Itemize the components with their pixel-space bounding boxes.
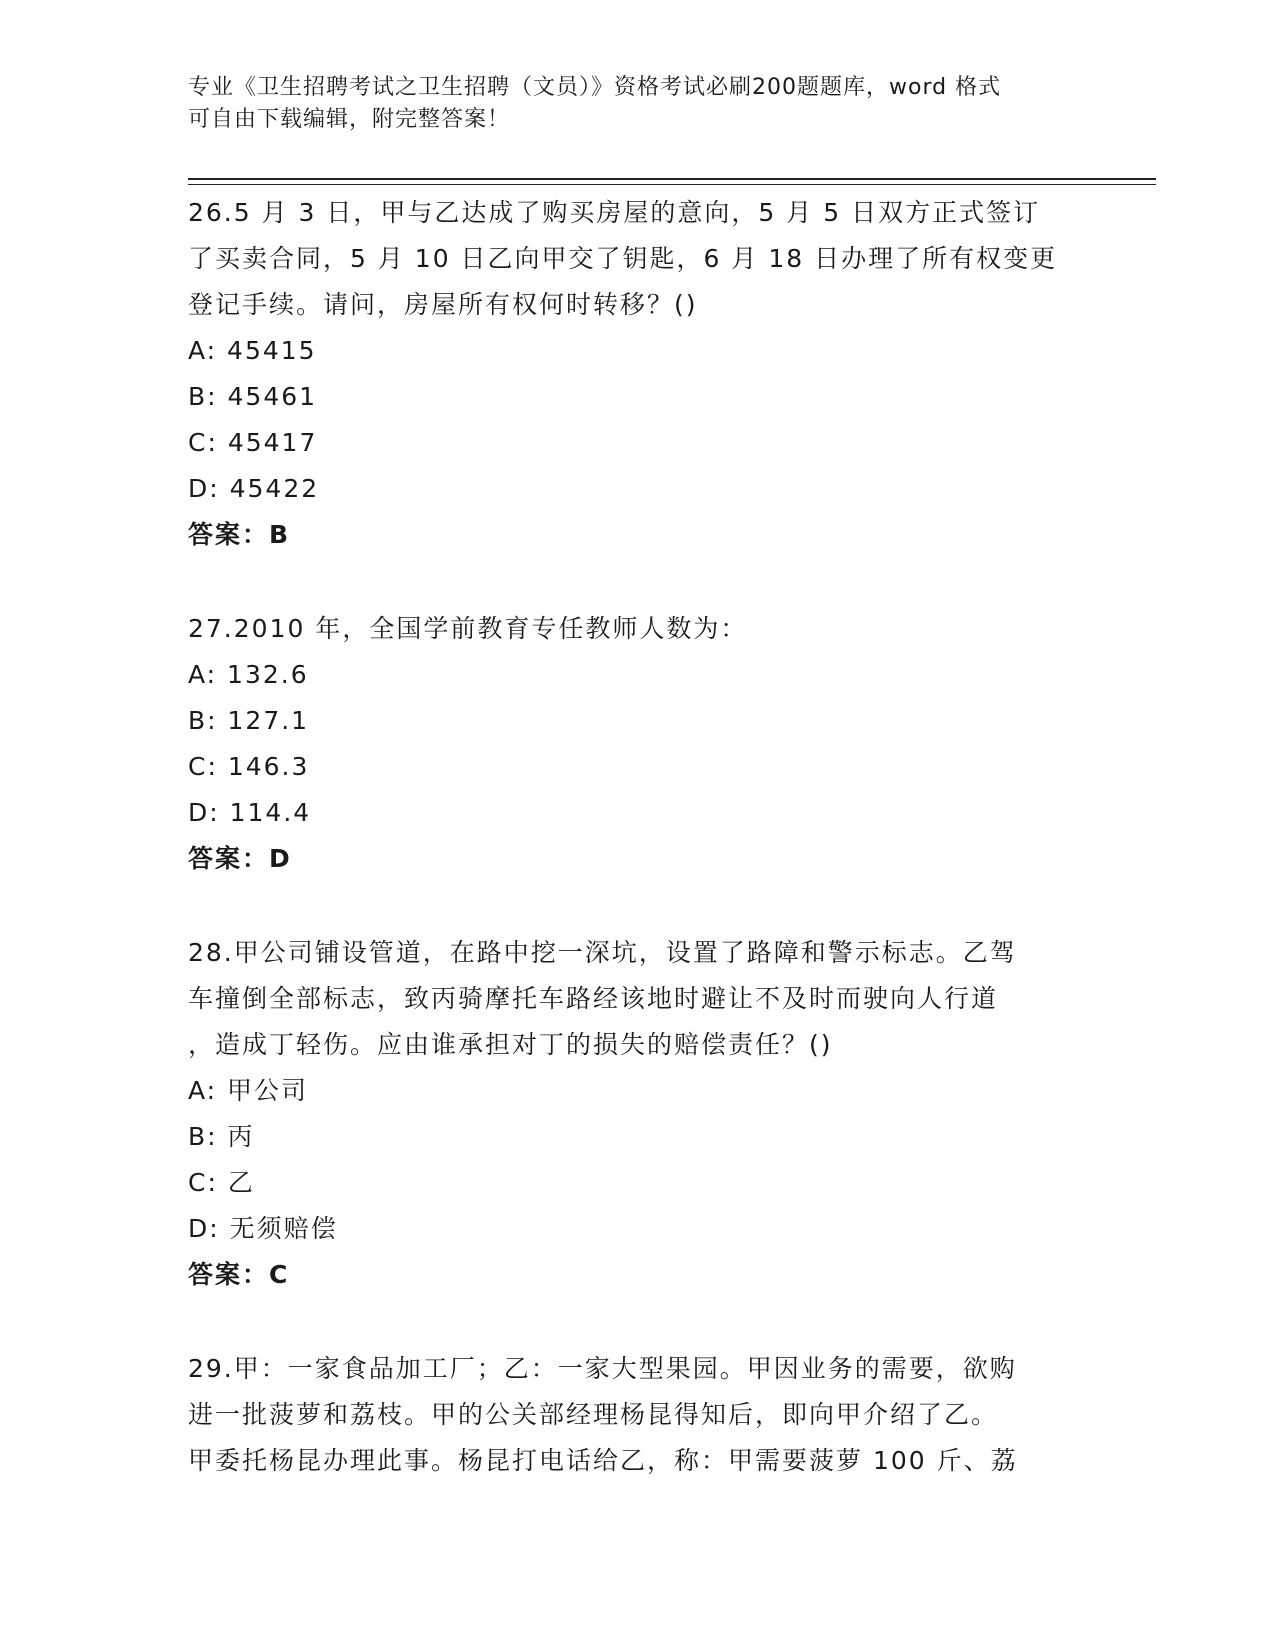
question-stem-line: 27.2010 年，全国学前教育专任教师人数为： [188, 614, 748, 643]
option-c: C: 乙 [188, 1168, 255, 1197]
document-header [188, 72, 1068, 136]
question-27 [188, 606, 1088, 882]
header-divider-thick [188, 178, 1156, 180]
header-divider-thin [188, 184, 1156, 185]
header-line-2: 可自由下载编辑，附完整答案！ [188, 107, 511, 132]
option-c: C: 146.3 [188, 752, 310, 781]
question-stem-line: 车撞倒全部标志，致丙骑摩托车路经该地时避让不及时而驶向人行道 [188, 984, 999, 1013]
option-b: B: 127.1 [188, 706, 310, 735]
question-stem-line: 26.5 月 3 日，甲与乙达成了购买房屋的意向，5 月 5 日双方正式签订 [188, 198, 1041, 227]
question-stem-line: 进一批菠萝和荔枝。甲的公关部经理杨昆得知后，即向甲介绍了乙。 [188, 1400, 999, 1429]
header-line-1: 专业《卫生招聘考试之卫生招聘（文员）》资格考试必刷200题题库，word 格式 [188, 75, 1002, 100]
answer-label: 答案：D [188, 844, 292, 873]
option-a: A: 45415 [188, 336, 317, 365]
question-28 [188, 930, 1088, 1298]
option-a: A: 甲公司 [188, 1076, 309, 1105]
question-stem-line: 29.甲：一家食品加工厂；乙：一家大型果园。甲因业务的需要，欲购 [188, 1354, 1017, 1383]
question-stem-line: 甲委托杨昆办理此事。杨昆打电话给乙，称：甲需要菠萝 100 斤、荔 [188, 1446, 1018, 1475]
answer-label: 答案：C [188, 1260, 290, 1289]
question-list [188, 190, 1088, 1532]
option-d: D: 114.4 [188, 798, 312, 827]
option-b: B: 丙 [188, 1122, 255, 1151]
question-stem-line: 28.甲公司铺设管道，在路中挖一深坑，设置了路障和警示标志。乙驾 [188, 938, 1017, 967]
question-stem-line: 登记手续。请问，房屋所有权何时转移？() [188, 290, 698, 319]
option-d: D: 45422 [188, 474, 320, 503]
question-stem-line: ，造成丁轻伤。应由谁承担对丁的损失的赔偿责任？() [188, 1030, 833, 1059]
option-a: A: 132.6 [188, 660, 309, 689]
question-26 [188, 190, 1088, 558]
question-29 [188, 1346, 1088, 1484]
option-d: D: 无须赔偿 [188, 1214, 338, 1243]
answer-label: 答案：B [188, 520, 291, 549]
option-b: B: 45461 [188, 382, 318, 411]
question-stem-line: 了买卖合同，5 月 10 日乙向甲交了钥匙，6 月 18 日办理了所有权变更 [188, 244, 1058, 273]
option-c: C: 45417 [188, 428, 318, 457]
